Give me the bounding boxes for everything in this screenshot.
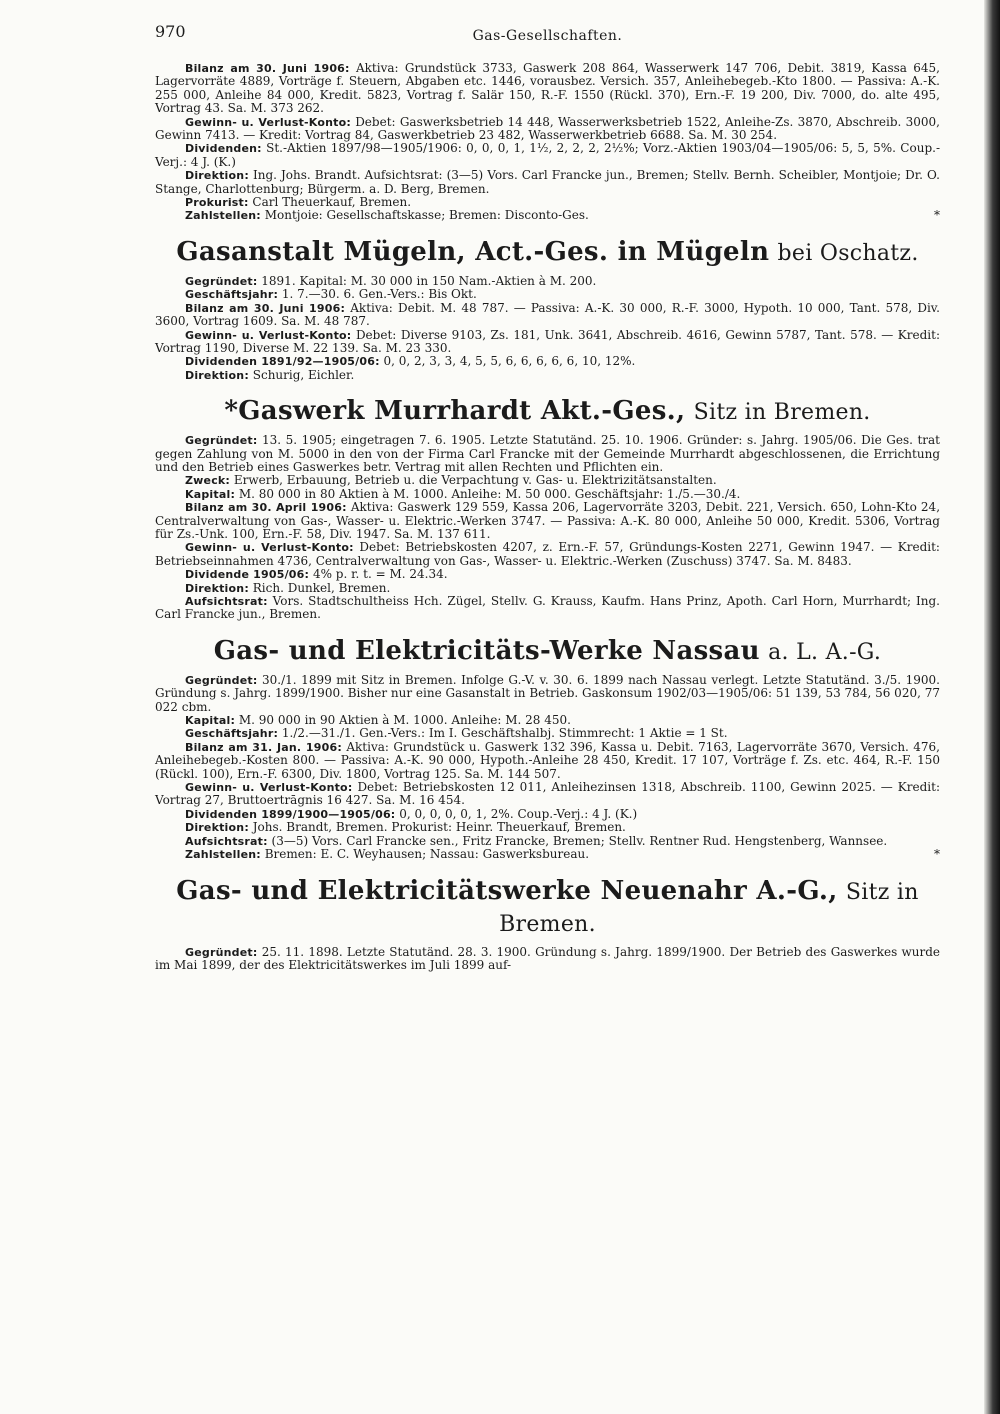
entry-text: Debet: Diverse 9103, Zs. 181, Unk. 3641, Abschreib. 4616, Gewinn 5787, Tant. 578. — Kredit: Vortrag 1190, Diverse M. 22 139. Sa. M. 23 330. <box>155 327 940 355</box>
entry-aufsichtsrat <box>155 835 940 848</box>
entry-geschaeftsjahr <box>155 727 940 740</box>
entry-text: 4% p. r. t. = M. 24.34. <box>312 567 448 582</box>
entry-label: Kapital: <box>185 714 236 728</box>
entry-bilanz <box>155 62 940 116</box>
entry-label: Aufsichtsrat: <box>185 595 268 608</box>
entry-text: 0, 0, 2, 3, 3, 4, 5, 5, 6, 6, 6, 6, 6, 10, 12%. <box>383 354 636 369</box>
document-page <box>155 22 940 972</box>
entry-label: Direktion: <box>185 581 249 595</box>
page-number: 970 <box>155 22 186 41</box>
entry-text: 25. 11. 1898. Letzte Statutänd. 28. 3. 1900. Gründung s. Jahrg. 1899/1900. Der Betrieb des Gaswerkes wurde im Mai 1899, der des Elektricitätswerkes im Juli 1899 auf- <box>155 944 940 972</box>
entry-text: Schurig, Eichler. <box>252 367 355 382</box>
entry-geschaeftsjahr <box>155 288 940 301</box>
company-section-continued <box>155 62 940 223</box>
company-heading <box>155 396 940 428</box>
entry-label: Bilanz am 30. April 1906: <box>185 501 347 515</box>
entry-gewinn-verlust <box>155 116 940 143</box>
company-location: Sitz in Bremen. <box>693 400 871 426</box>
entry-end-asterisk: * <box>934 847 940 862</box>
entry-text: Aktiva: Grundstück 3733, Gaswerk 208 864, Wasserwerk 147 706, Debit. 3819, Kassa 645, Lagervorräte 4889, Vorträge f. Steuern, Abgaben etc. 1446, vorausbez. Versich. 357, Anleihebegeb.-Kto 1800. — Passiva: A.-K. 255 000, Anleihe 84 000, Kredit. 5823, Vortrag f. Salär 150, R.-F. 1550 (Rückl. 370), Ern.-F. 19 200, Div. 7000, do. alte 495, Vortrag 43. Sa. M. 373 262. <box>155 61 940 116</box>
entry-dividenden <box>155 142 940 169</box>
entry-label: Zahlstellen: <box>185 848 261 862</box>
company-name: Gas- und Elektricitäts-Werke Nassau <box>213 635 760 666</box>
entry-label: Bilanz am 30. Juni 1906: <box>185 62 350 75</box>
entry-label: Gewinn- u. Verlust-Konto: <box>185 781 353 795</box>
entry-text: Ing. Johs. Brandt. Aufsichtsrat: (3—5) Vors. Carl Francke jun., Bremen; Stellv. Bernh. Scheibler, Montjoie; Dr. O. Stange, Charlottenburg; Bürgerm. a. D. Berg, Bremen. <box>155 168 940 196</box>
entry-text: 0, 0, 0, 0, 0, 1, 2%. Coup.-Verj.: 4 J. (K.) <box>399 806 638 821</box>
company-location: a. L. A.-G. <box>768 639 882 665</box>
entry-gegruendet <box>155 275 940 288</box>
entry-label: Bilanz am 31. Jan. 1906: <box>185 740 342 754</box>
entry-label: Prokurist: <box>185 196 249 210</box>
entry-label: Geschäftsjahr: <box>185 727 279 741</box>
running-head: Gas-Gesellschaften. <box>472 28 623 44</box>
entry-text: (3—5) Vors. Carl Francke sen., Fritz Francke, Bremen; Stellv. Rentner Rud. Hengstenberg, Wannsee. <box>271 833 888 848</box>
entry-label: Gewinn- u. Verlust-Konto: <box>185 115 351 129</box>
entry-text: Erwerb, Erbauung, Betrieb u. die Verpachtung v. Gas- u. Elektrizitätsanstalten. <box>233 473 717 488</box>
entry-zahlstellen <box>155 848 940 861</box>
company-section-murrhardt <box>155 396 940 622</box>
entry-text: 1./2.—31./1. Gen.-Vers.: Im I. Geschäftshalbj. Stimmrecht: 1 Aktie = 1 St. <box>281 726 728 741</box>
entry-text: 1891. Kapital: M. 30 000 in 150 Nam.-Aktien à M. 200. <box>261 273 597 288</box>
entry-text: Aktiva: Grundstück u. Gaswerk 132 396, Kassa u. Debit. 7163, Lagervorräte 3670, Versich. 476, Anleihebegeb.-Kosten 800. — Passiva: A.-K. 90 000, Hypoth.-Anleihe 28 450, Kredit. 17 107, Vorträge f. Zs. etc. 464, R.-F. 150 (Rückl. 100), Ern.-F. 6300, Div. 1800, Vortrag 125. Sa. M. 144 507. <box>155 739 940 781</box>
entry-label: Dividende 1905/06: <box>185 568 310 582</box>
entry-direktion <box>155 821 940 834</box>
entry-label: Bilanz am 30. Juni 1906: <box>185 301 346 315</box>
entry-kapital <box>155 488 940 501</box>
company-section-nassau <box>155 636 940 862</box>
company-location: Sitz in Bremen. <box>499 879 919 937</box>
entry-label: Gewinn- u. Verlust-Konto: <box>185 541 354 555</box>
entry-gegruendet <box>155 674 940 714</box>
entry-direktion <box>155 169 940 196</box>
company-location: bei Oschatz. <box>777 240 919 266</box>
entry-dividenden <box>155 808 940 821</box>
entry-label: Gegründet: <box>185 673 258 687</box>
entry-label: Zahlstellen: <box>185 209 261 223</box>
company-heading <box>155 237 940 269</box>
entry-label: Dividenden 1899/1900—1905/06: <box>185 807 396 821</box>
entry-bilanz <box>155 501 940 541</box>
entry-text: Montjoie: Gesellschaftskasse; Bremen: Disconto-Ges. <box>264 208 589 223</box>
entry-text: Rich. Dunkel, Bremen. <box>252 580 391 595</box>
entry-text: Debet: Gaswerksbetrieb 14 448, Wasserwerksbetrieb 1522, Anleihe-Zs. 3870, Abschreib. 3000, Gewinn 7413. — Kredit: Vortrag 84, Gaswerkbetrieb 23 482, Wasserwerkbetrieb 6688. Sa. M. 30 254. <box>155 114 940 143</box>
entry-label: Geschäftsjahr: <box>185 288 279 302</box>
entry-label: Dividenden: <box>185 142 262 156</box>
entry-text: M. 80 000 in 80 Aktien à M. 1000. Anleihe: M. 50 000. Geschäftsjahr: 1./5.—30./4. <box>238 486 741 501</box>
company-section-muegeln <box>155 237 940 382</box>
entry-text: 30./1. 1899 mit Sitz in Bremen. Infolge G.-V. v. 30. 6. 1899 nach Nassau verlegt. Letzte Statutänd. 3./5. 1900. Gründung s. Jahrg. 1899/1900. Bisher nur eine Gasanstalt in Betrieb. Gaskonsum 1902/03—1905/06: 51 139, 53 784, 56 020, 77 022 cbm. <box>155 672 940 714</box>
entry-label: Gegründet: <box>185 274 258 288</box>
entry-gegruendet <box>155 946 940 973</box>
entry-label: Gewinn- u. Verlust-Konto: <box>185 328 352 342</box>
entry-text: Debet: Betriebskosten 4207, z. Ern.-F. 57, Gründungs-Kosten 2271, Gewinn 1947. — Kredit: Betriebseinnahmen 4736, Centralverwaltung von Gas-, Wasser- u. Elektric.-Werken (Zuschuss) 3747. Sa. M. 8483. <box>155 540 940 568</box>
company-section-neuenahr <box>155 876 940 973</box>
entry-zweck <box>155 474 940 487</box>
entry-label: Gegründet: <box>185 945 258 959</box>
entry-text: 13. 5. 1905; eingetragen 7. 6. 1905. Letzte Statutänd. 25. 10. 1906. Gründer: s. Jahrg. 1905/06. Die Ges. trat gegen Zahlung von M. 5000 in den von der Firma Carl Francke mit der Gemeinde Murrhardt abgeschlossenen, die Errichtung und den Betrieb eines Gaswerkes betr. Vertrag mit allen Rechten und Pflichten ein. <box>155 433 940 474</box>
entry-direktion <box>155 582 940 595</box>
entry-label: Dividenden 1891/92—1905/06: <box>185 355 380 369</box>
entry-bilanz <box>155 741 940 781</box>
company-name: Gas- und Elektricitätswerke Neuenahr A.-G., <box>176 875 838 906</box>
entry-text: Aktiva: Gaswerk 129 559, Kassa 206, Lagervorräte 3203, Debit. 221, Versich. 650, Lohn-Kto 24, Centralverwaltung von Gas-, Wasser- u. Elektric.-Werken 3747. — Passiva: A.-K. 80 000, Anleihe 50 000, Kredit. 5306, Vortrag für Zs.-Unk. 100, Ern.-F. 58, Div. 1947. Sa. M. 137 611. <box>155 500 941 541</box>
entry-direktion <box>155 369 940 382</box>
entry-prokurist <box>155 196 940 209</box>
entry-bilanz <box>155 302 940 329</box>
entry-text: Johs. Brandt, Bremen. Prokurist: Heinr. Theuerkauf, Bremen. <box>252 820 626 835</box>
entry-label: Direktion: <box>185 368 249 382</box>
entry-text: 1. 7.—30. 6. Gen.-Vers.: Bis Okt. <box>281 287 477 302</box>
entry-label: Gegründet: <box>185 434 258 448</box>
entry-end-asterisk: * <box>934 208 940 223</box>
entry-gewinn-verlust <box>155 541 940 568</box>
company-name: *Gaswerk Murrhardt Akt.-Ges., <box>224 396 686 427</box>
entry-label: Direktion: <box>185 821 249 835</box>
entry-dividenden <box>155 355 940 368</box>
entry-text: Aktiva: Debit. M. 48 787. — Passiva: A.-K. 30 000, R.-F. 3000, Hypoth. 10 000, Tant. 578, Div. 3600, Vortrag 1609. Sa. M. 48 787. <box>155 300 940 329</box>
entry-label: Direktion: <box>185 169 249 183</box>
entry-gewinn-verlust <box>155 329 940 356</box>
entry-kapital <box>155 714 940 727</box>
entry-label: Zweck: <box>185 474 231 488</box>
company-name: Gasanstalt Mügeln, Act.-Ges. in Mügeln <box>176 236 770 267</box>
entry-label: Aufsichtsrat: <box>185 834 268 848</box>
company-heading <box>155 636 940 668</box>
entry-text: Vors. Stadtschultheiss Hch. Zügel, Stellv. G. Krauss, Kaufm. Hans Prinz, Apoth. Carl Horn, Murrhardt; Ing. Carl Francke jun., Bremen. <box>155 594 940 622</box>
entry-label: Kapital: <box>185 487 236 501</box>
entry-gewinn-verlust <box>155 781 940 808</box>
entry-dividende <box>155 568 940 581</box>
entry-text: St.-Aktien 1897/98—1905/1906: 0, 0, 0, 1, 1½, 2, 2, 2, 2½%; Vorz.-Aktien 1903/04—1905/06: 5, 5, 5%. Coup.-Verj.: 4 J. (K.) <box>155 141 940 169</box>
entry-zahlstellen <box>155 209 940 222</box>
entry-gegruendet <box>155 434 940 474</box>
book-spine-edge <box>984 0 1000 1414</box>
entry-text: Debet: Betriebskosten 12 011, Anleihezinsen 1318, Abschreib. 1100, Gewinn 2025. — Kredit: Vortrag 27, Bruttoertrāgnis 16 427. Sa. M. 16 454. <box>155 780 940 808</box>
entry-text: Bremen: E. C. Weyhausen; Nassau: Gaswerksbureau. <box>264 847 590 862</box>
company-heading <box>155 876 940 940</box>
page-header <box>155 22 940 52</box>
entry-text: Carl Theuerkauf, Bremen. <box>252 195 412 210</box>
entry-aufsichtsrat <box>155 595 940 622</box>
entry-text: M. 90 000 in 90 Aktien à M. 1000. Anleihe: M. 28 450. <box>238 713 571 728</box>
